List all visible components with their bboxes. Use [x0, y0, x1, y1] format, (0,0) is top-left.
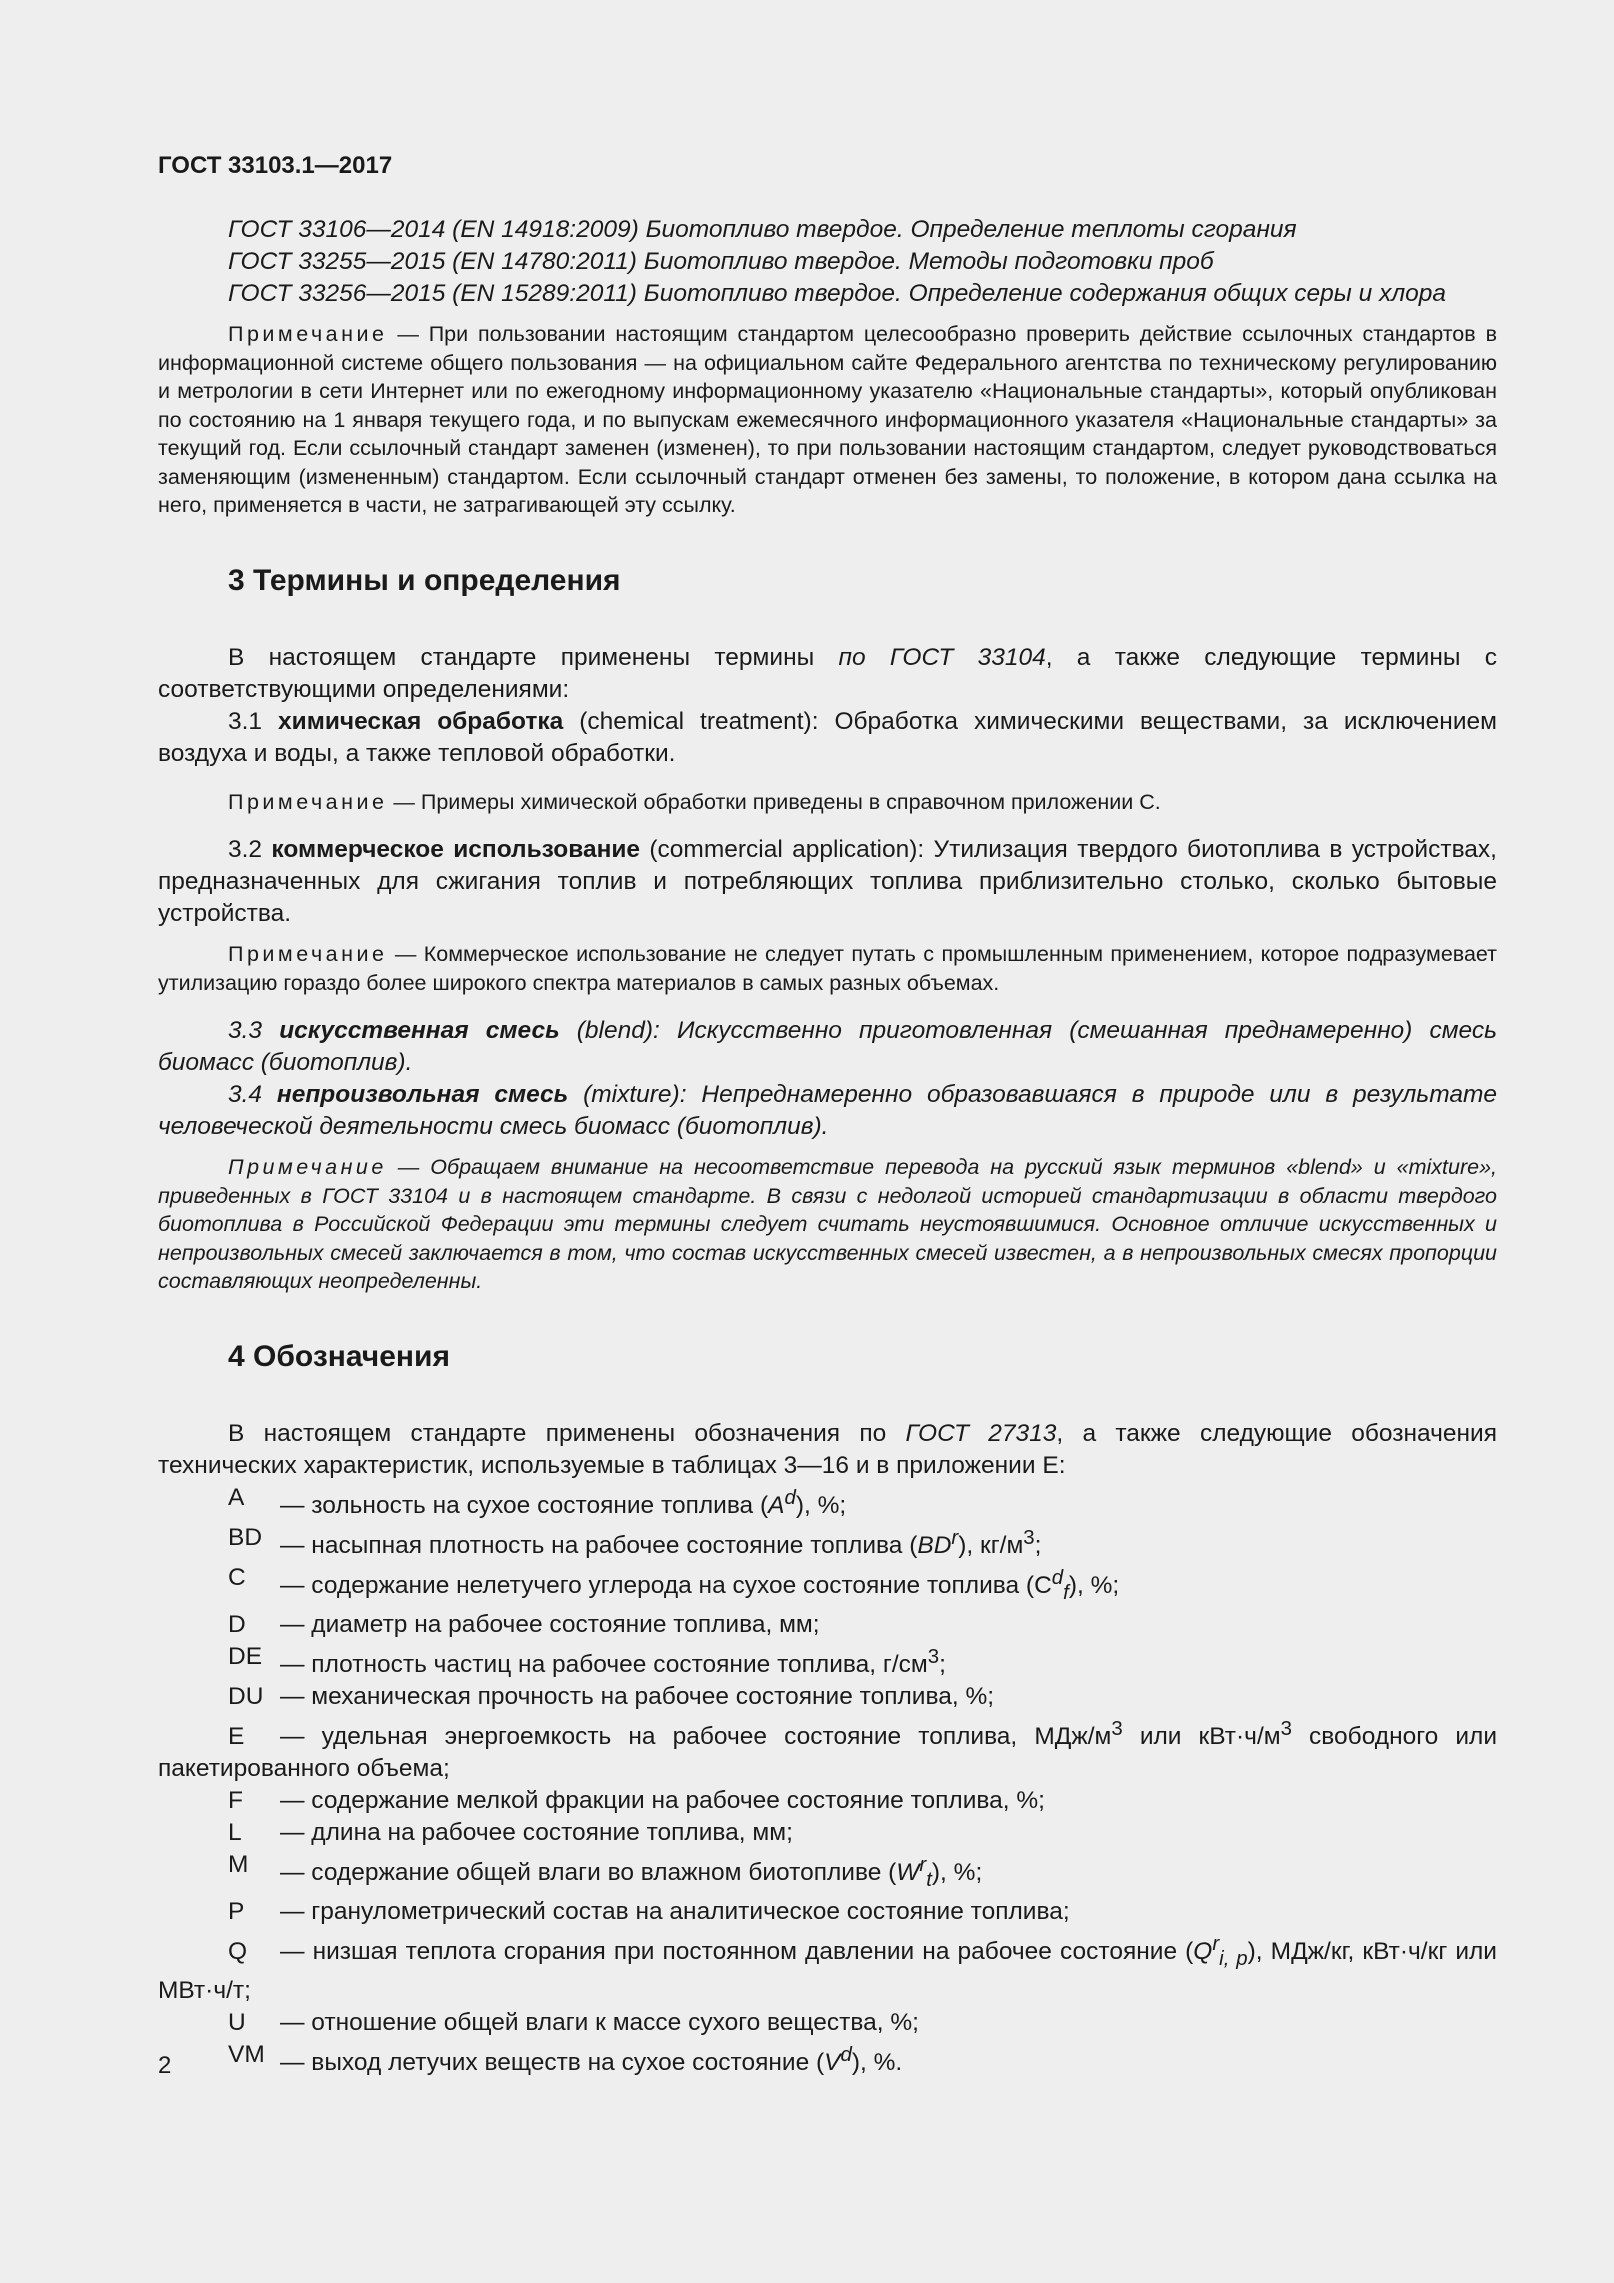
section-3-intro: В настоящем стандарте применены термины по ГОСТ 33104, а также следующие термины с соответствующими определениями:: [158, 643, 1497, 703]
references-list: [158, 214, 1497, 310]
symbol-row-F: F — содержание мелкой фракции на рабочее состояние топлива, %;: [228, 1787, 1045, 1815]
note-term-3-4: Примечание — Обращаем внимание на несоответствие перевода на русский язык терминов «blend» и «mixture», приведенных в ГОСТ 33104 и в настоящем стандарте. В связи с недолгой историей стандартизации в области твердого биотоплива в Российской Федерации эти термины следует считать неустоявшимися. Основное отличие искусственных и непроизвольных смесей заключается в том, что состав искусственных смесей известен, а в непроизвольных смесях пропорции составляющих неопределенны.: [158, 1155, 1497, 1293]
section-3-title: 3 Термины и определения: [228, 563, 621, 597]
page-number: 2: [158, 2052, 172, 2079]
note-term-3-1: Примечание — Примеры химической обработки приведены в справочном приложении С.: [228, 789, 1161, 814]
symbol-row-P: P — гранулометрический состав на аналитическое состояние топлива;: [228, 1898, 1070, 1926]
symbol-row-BD: BD — насыпная плотность на рабочее состояние топлива $(BD^r)$, $кг/м^3$;: [228, 1523, 1042, 1559]
note-term-3-2: Примечание — Коммерческое использование не следует путать с промышленным применением, которое подразумевает утилизацию гораздо более широкого спектра материалов в самых разных объемах.: [158, 942, 1497, 995]
symbol-row-DU: DU — механическая прочность на рабочее состояние топлива, %;: [228, 1683, 995, 1711]
term-3-3: 3.3 искусственная смесь (blend): Искусственно приготовленная (смешанная преднамеренно) смесь биомасс (биотоплив).: [158, 1017, 1498, 1076]
term-3-2: 3.2 коммерческое использование (commercial application): Утилизация твердого биотоплива в устройствах, предназначенных для сжигания топлив и потребляющих топлива приблизительно столько, сколько бытовые устройства.: [158, 836, 1497, 927]
document-code-header: ГОСТ 33103.1—2017: [158, 152, 393, 179]
section-4-intro: В настоящем стандарте применены обозначения по ГОСТ 27313, а также следующие обозначения технических характеристик, используемые в таблицах 3—16 и в приложении Е:: [158, 1419, 1497, 1479]
symbol-row-DE: DE — плотность частиц на рабочее состояние топлива, $г/см^3$;: [228, 1642, 946, 1679]
symbol-row-C: C — содержание нелетучего углерода на сухое состояние топлива $(C^d_f)$, %;: [228, 1563, 1120, 1604]
symbol-row-M: M — содержание общей влаги во влажном биотопливе $(W^r_t)$, %;: [228, 1851, 983, 1892]
section-4-title: 4 Обозначения: [228, 1339, 450, 1373]
reference-item: ГОСТ 33256—2015 (EN 15289:2011) Биотопливо твердое. Определение содержания общих серы и хлора: [228, 280, 1447, 307]
symbol-row-U: U — отношение общей влаги к массе сухого вещества, %;: [228, 2009, 919, 2037]
symbol-row-E: E — удельная энергоемкость на рабочее состояние топлива, МДж/$м^3$ или $кВт\cdot ч/м^3$ свободного или пакетированного объема;: [158, 1718, 1498, 1783]
symbol-row-L: L — длина на рабочее состояние топлива, мм;: [228, 1819, 793, 1847]
note-references: Примечание — При пользовании настоящим стандартом целесообразно проверить действие ссылочных стандартов в информационной системе общего пользования — на официальном сайте Федерального агентства по техническому регулированию и метрологии в сети Интернет или по ежегодному информационному указателю «Национальные стандарты», который опубликован по состоянию на 1 января текущего года, и по выпускам ежемесячного информационного указателя «Национальные стандарты» за текущий год. Если ссылочный стандарт заменен (изменен), то при пользовании настоящим стандартом, следует руководствоваться заменяющим (измененным) стандартом. Если ссылочный стандарт отменен без замены, то положение, в котором дана ссылка на него, применяется в части, не затрагивающей эту ссылку.: [158, 322, 1497, 517]
reference-item: ГОСТ 33255—2015 (EN 14780:2011) Биотопливо твердое. Методы подготовки проб: [228, 248, 1214, 275]
symbol-row-Q: Q — низшая теплота сгорания при постоянном давлении на рабочее состояние $(Q^r_{i, p})$, МДж/кг, кВт·ч/кг или МВт·ч/т;: [158, 1933, 1497, 2005]
reference-item: ГОСТ 33106—2014 (EN 14918:2009) Биотопливо твердое. Определение теплоты сгорания: [228, 216, 1297, 243]
symbol-row-VM: VM — выход летучих веществ на сухое состояние $(V^d)$, %.: [228, 2041, 903, 2077]
symbol-row-D: D — диаметр на рабочее состояние топлива, мм;: [228, 1610, 820, 1638]
symbol-row-A: A — зольность на сухое состояние топлива $(A^d)$, %;: [228, 1483, 847, 1519]
note-label: Примечание: [228, 322, 388, 346]
term-3-1: 3.1 химическая обработка (chemical treatment): Обработка химическими веществами, за исключением воздуха и воды, а также тепловой обработки.: [158, 707, 1497, 767]
term-3-4: 3.4 непроизвольная смесь (mixture): Непреднамеренно образовавшаяся в природе или в результате человеческой деятельности смесь биомасс (биотоплив).: [158, 1081, 1497, 1140]
